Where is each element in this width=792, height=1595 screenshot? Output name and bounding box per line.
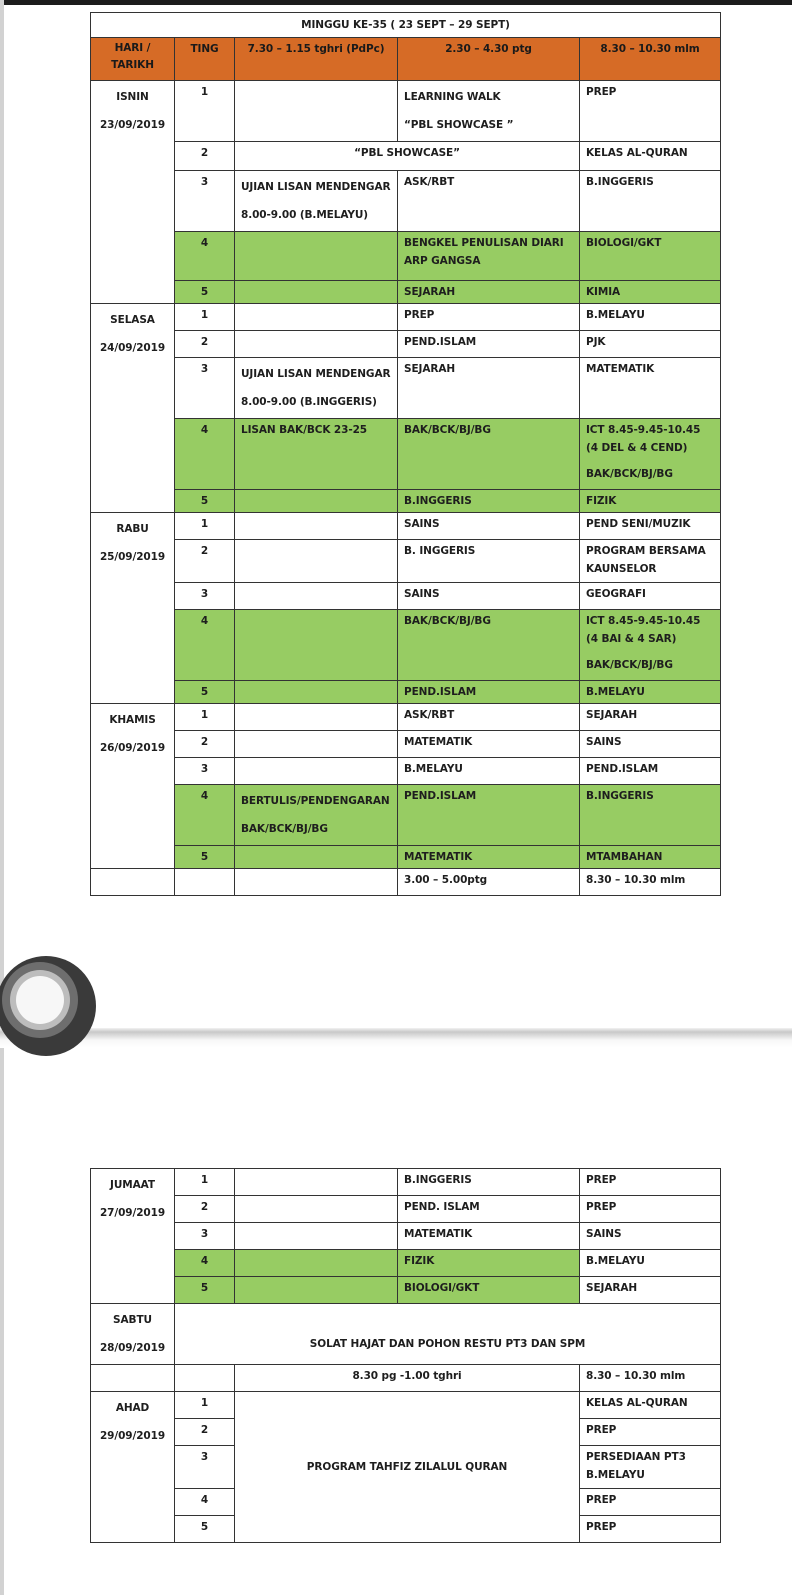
table-row <box>91 540 721 583</box>
table-row <box>91 81 721 142</box>
cell-line: ICT 8.45-9.45-10.45 (4 BAI & 4 SAR) <box>586 615 701 645</box>
cell <box>235 1169 398 1196</box>
cell: BIOLOGI/GKT <box>398 1277 580 1304</box>
cell <box>235 331 398 358</box>
table-row <box>91 281 721 304</box>
cell: GEOGRAFI <box>580 583 721 610</box>
cell: PREP <box>580 1169 721 1196</box>
ting-cell: 2 <box>175 540 235 583</box>
cell-line: UJIAN LISAN MENDENGAR <box>241 368 391 380</box>
day-date: 25/09/2019 <box>99 551 166 563</box>
cell: PEND.ISLAM <box>398 681 580 704</box>
day-name: SELASA <box>110 314 155 326</box>
cell <box>580 610 721 681</box>
cell: PEND.ISLAM <box>398 785 580 846</box>
ting-cell: 3 <box>175 171 235 232</box>
day-name: RABU <box>116 523 149 535</box>
cell-line: 8.00-9.00 (B.MELAYU) <box>241 209 368 221</box>
table-row <box>91 583 721 610</box>
cell: PERSEDIAAN PT3 B.MELAYU <box>580 1446 721 1489</box>
cell: B.MELAYU <box>398 758 580 785</box>
ting-cell: 5 <box>175 281 235 304</box>
table-row <box>91 704 721 731</box>
cell-line: BERTULIS/PENDENGARAN <box>241 795 390 807</box>
top-bar <box>0 0 792 5</box>
cell: MATEMATIK <box>398 731 580 758</box>
cell <box>580 419 721 490</box>
cell-line: 8.00-9.00 (B.INGGERIS) <box>241 396 377 408</box>
ting-cell: 3 <box>175 358 235 419</box>
cell: MATEMATIK <box>398 1223 580 1250</box>
cell <box>235 490 398 513</box>
cell: B. INGGERIS <box>398 540 580 583</box>
table-row <box>91 304 721 331</box>
cell: PEND. ISLAM <box>398 1196 580 1223</box>
day-cell <box>91 81 175 304</box>
ting-cell: 3 <box>175 758 235 785</box>
cell: PREP <box>580 1489 721 1516</box>
table-row <box>91 681 721 704</box>
cell <box>235 513 398 540</box>
cell: KELAS AL-QURAN <box>580 142 721 171</box>
ting-cell: 1 <box>175 81 235 142</box>
cell: BAK/BCK/BJ/BG <box>398 610 580 681</box>
ting-cell: 3 <box>175 1446 235 1489</box>
cell: ASK/RBT <box>398 171 580 232</box>
cell: MATEMATIK <box>580 358 721 419</box>
cell: B.MELAYU <box>580 1250 721 1277</box>
table-row <box>91 171 721 232</box>
left-edge <box>0 0 4 1595</box>
cell: 3.00 – 5.00ptg <box>398 869 580 896</box>
table-row <box>91 1392 721 1419</box>
ting-cell: 4 <box>175 419 235 490</box>
cell: “PBL SHOWCASE” <box>235 142 580 171</box>
header-row <box>91 38 721 81</box>
cell: SEJARAH <box>398 281 580 304</box>
day-name: ISNIN <box>116 91 149 103</box>
cell: BIOLOGI/GKT <box>580 232 721 281</box>
cell-line: BAK/BCK/BJ/BG <box>586 468 673 480</box>
table-row <box>91 1250 721 1277</box>
cell <box>235 81 398 142</box>
cell: SAINS <box>580 731 721 758</box>
table-row <box>91 419 721 490</box>
cell: FIZIK <box>580 490 721 513</box>
cell: PREP <box>580 81 721 142</box>
cell <box>235 583 398 610</box>
day-name: JUMAAT <box>110 1179 155 1191</box>
cell <box>235 281 398 304</box>
cell-line: BAK/BCK/BJ/BG <box>241 823 328 835</box>
table-row <box>91 490 721 513</box>
ting-cell: 5 <box>175 846 235 869</box>
ting-cell: 1 <box>175 1392 235 1419</box>
assistive-touch-icon[interactable] <box>0 946 104 1066</box>
cell <box>235 785 398 846</box>
cell-line: ICT 8.45-9.45-10.45 (4 DEL & 4 CEND) <box>586 424 701 454</box>
cell: SEJARAH <box>580 704 721 731</box>
table-row <box>91 513 721 540</box>
ting-cell: 5 <box>175 490 235 513</box>
day-cell <box>91 1304 175 1365</box>
cell: PREP <box>398 304 580 331</box>
cell <box>235 681 398 704</box>
day-cell <box>91 513 175 704</box>
day-date: 29/09/2019 <box>99 1430 166 1442</box>
cell <box>235 1223 398 1250</box>
cell: 8.30 pg -1.00 tghri <box>235 1365 580 1392</box>
ting-cell: 3 <box>175 1223 235 1250</box>
table-title-row <box>91 13 721 38</box>
cell: MTAMBAHAN <box>580 846 721 869</box>
table-row <box>91 1169 721 1196</box>
day-name: KHAMIS <box>109 714 156 726</box>
cell <box>235 869 398 896</box>
ting-cell: 5 <box>175 1277 235 1304</box>
cell: ASK/RBT <box>398 704 580 731</box>
cell: BAK/BCK/BJ/BG <box>398 419 580 490</box>
cell <box>235 1196 398 1223</box>
day-cell <box>91 304 175 513</box>
cell: PEND.ISLAM <box>580 758 721 785</box>
cell: PREP <box>580 1196 721 1223</box>
day-date: 28/09/2019 <box>99 1342 166 1354</box>
table-row <box>91 846 721 869</box>
cell: B.MELAYU <box>580 681 721 704</box>
cell: PJK <box>580 331 721 358</box>
table-row <box>91 1277 721 1304</box>
ting-cell: 2 <box>175 1419 235 1446</box>
cell <box>235 232 398 281</box>
table-title: MINGGU KE-35 ( 23 SEPT – 29 SEPT) <box>91 13 721 38</box>
ting-cell: 2 <box>175 331 235 358</box>
ting-cell: 1 <box>175 513 235 540</box>
cell <box>175 869 235 896</box>
cell: B.INGGERIS <box>398 490 580 513</box>
cell: 8.30 – 10.30 mlm <box>580 869 721 896</box>
ting-cell: 1 <box>175 704 235 731</box>
ting-cell: 4 <box>175 610 235 681</box>
cell <box>235 540 398 583</box>
cell: PROGRAM BERSAMA KAUNSELOR <box>580 540 721 583</box>
cell <box>235 610 398 681</box>
cell: B.INGGERIS <box>580 785 721 846</box>
cell <box>175 1365 235 1392</box>
cell-line: “PBL SHOWCASE ” <box>404 119 514 131</box>
cell: BENGKEL PENULISAN DIARI ARP GANGSA <box>398 232 580 281</box>
cell: PREP <box>580 1419 721 1446</box>
table-row <box>91 731 721 758</box>
ting-cell: 1 <box>175 304 235 331</box>
day-cell <box>91 1169 175 1304</box>
cell-line: BAK/BCK/BJ/BG <box>586 659 673 671</box>
header-hari: HARI / TARIKH <box>91 38 175 81</box>
cell <box>235 358 398 419</box>
cell-line: LEARNING WALK <box>404 91 501 103</box>
cell: SEJARAH <box>398 358 580 419</box>
table-row <box>91 358 721 419</box>
cell <box>235 704 398 731</box>
ting-cell: 4 <box>175 1489 235 1516</box>
ting-cell: 2 <box>175 1196 235 1223</box>
schedule-table-2 <box>90 1168 721 1543</box>
cell <box>235 1250 398 1277</box>
day-cell <box>91 1392 175 1543</box>
cell-line: UJIAN LISAN MENDENGAR <box>241 181 391 193</box>
cell: SAINS <box>398 513 580 540</box>
day-date: 24/09/2019 <box>99 342 166 354</box>
table-row <box>91 610 721 681</box>
header-col3: 8.30 – 10.30 mlm <box>580 38 721 81</box>
table-row <box>91 1196 721 1223</box>
day-name: AHAD <box>115 1402 150 1414</box>
cell: SAINS <box>580 1223 721 1250</box>
header-col1: 7.30 – 1.15 tghri (PdPc) <box>235 38 398 81</box>
cell: B.INGGERIS <box>580 171 721 232</box>
header-col2: 2.30 – 4.30 ptg <box>398 38 580 81</box>
cell <box>91 869 175 896</box>
table-row <box>91 758 721 785</box>
cell <box>235 731 398 758</box>
ting-cell: 2 <box>175 731 235 758</box>
ting-cell: 3 <box>175 583 235 610</box>
day-date: 26/09/2019 <box>99 742 166 754</box>
cell: B.INGGERIS <box>398 1169 580 1196</box>
cell: B.MELAYU <box>580 304 721 331</box>
page-separator <box>0 1028 792 1048</box>
cell: PREP <box>580 1516 721 1543</box>
cell: PEND.ISLAM <box>398 331 580 358</box>
day-name: SABTU <box>113 1314 152 1326</box>
event-cell: SOLAT HAJAT DAN POHON RESTU PT3 DAN SPM <box>175 1304 721 1365</box>
ting-cell: 1 <box>175 1169 235 1196</box>
cell <box>235 758 398 785</box>
cell: SAINS <box>398 583 580 610</box>
day-date: 23/09/2019 <box>99 119 166 131</box>
table-row <box>91 785 721 846</box>
cell: MATEMATIK <box>398 846 580 869</box>
day-date: 27/09/2019 <box>99 1207 166 1219</box>
cell <box>235 1277 398 1304</box>
table-row <box>91 331 721 358</box>
cell: 8.30 – 10.30 mlm <box>580 1365 721 1392</box>
ting-cell: 4 <box>175 785 235 846</box>
cell: KIMIA <box>580 281 721 304</box>
cell <box>235 304 398 331</box>
ting-cell: 5 <box>175 681 235 704</box>
header-ting: TING <box>175 38 235 81</box>
ting-cell: 2 <box>175 142 235 171</box>
table-row <box>91 1223 721 1250</box>
cell <box>235 171 398 232</box>
cell <box>91 1365 175 1392</box>
table-row <box>91 1365 721 1392</box>
table-row <box>91 142 721 171</box>
cell <box>235 846 398 869</box>
cell: SEJARAH <box>580 1277 721 1304</box>
ting-cell: 4 <box>175 232 235 281</box>
table-row <box>91 869 721 896</box>
ting-cell: 4 <box>175 1250 235 1277</box>
cell: LISAN BAK/BCK 23-25 <box>235 419 398 490</box>
program-cell: PROGRAM TAHFIZ ZILALUL QURAN <box>235 1392 580 1543</box>
table-row <box>91 1304 721 1365</box>
day-cell <box>91 704 175 869</box>
cell <box>398 81 580 142</box>
cell: PEND SENI/MUZIK <box>580 513 721 540</box>
table-row <box>91 232 721 281</box>
ting-cell: 5 <box>175 1516 235 1543</box>
cell: FIZIK <box>398 1250 580 1277</box>
cell: KELAS AL-QURAN <box>580 1392 721 1419</box>
schedule-table-1 <box>90 12 721 896</box>
